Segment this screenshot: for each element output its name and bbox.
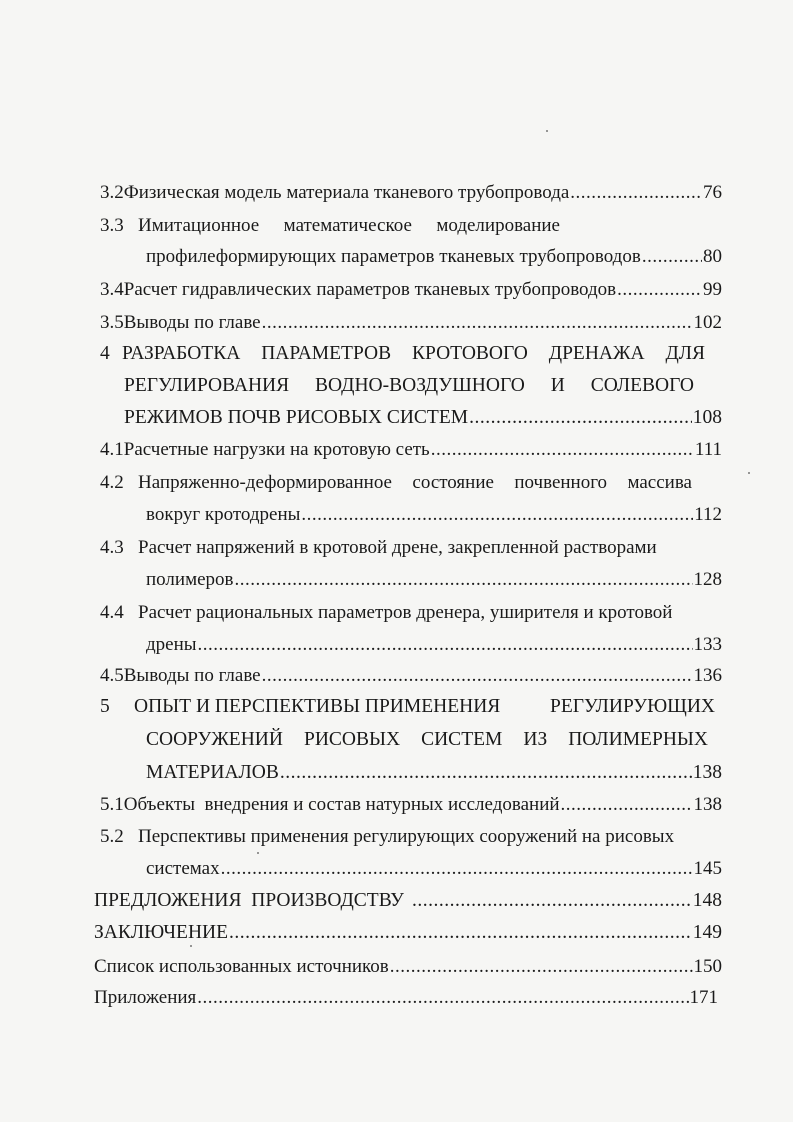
toc-entry-4-5 — [100, 664, 722, 688]
toc-number: 5.2 — [100, 826, 124, 847]
toc-page-number: 138 — [693, 794, 722, 815]
toc-leader-dots — [229, 921, 692, 945]
toc-title-word: ВОДНО-ВОЗДУШНОГО — [315, 375, 525, 396]
toc-leader-dots — [262, 311, 693, 335]
toc-title: Объекты внедрения и состав натурных исследований — [123, 794, 560, 815]
toc-title: Расчет рациональных параметров дренера, уширителя и кротовой — [138, 602, 673, 623]
toc-title — [138, 214, 560, 238]
toc-leader-dots — [280, 761, 692, 785]
toc-title-word: Напряженно-деформированное — [138, 472, 392, 493]
toc-title-word: РАЗРАБОТКА — [122, 343, 241, 364]
toc-title: Расчет гидравлических параметров тканевых трубопроводов — [123, 279, 617, 300]
toc-number: 3.5 — [100, 312, 124, 333]
toc-entry-conclusion — [94, 921, 722, 945]
toc-title: Список использованных источников — [94, 956, 389, 977]
scan-speck — [190, 945, 192, 947]
scan-speck — [257, 852, 259, 854]
toc-title-word: ПАРАМЕТРОВ — [261, 343, 392, 364]
toc-entry-3-2 — [100, 181, 722, 205]
toc-title-word: РЕГУЛИРОВАНИЯ — [124, 375, 290, 396]
toc-page-number: 145 — [693, 858, 722, 879]
toc-title-word: почвенного — [514, 472, 608, 493]
toc-title-word: массива — [627, 472, 692, 493]
toc-title: Физическая модель материала тканевого трубопровода — [123, 182, 570, 203]
toc-page-number: 133 — [693, 634, 722, 655]
toc-title-word: И — [550, 375, 565, 396]
toc-title-word: моделирование — [436, 215, 560, 236]
scan-speck — [748, 472, 750, 474]
toc-leader-dots — [412, 889, 692, 913]
toc-number: 4.5 — [100, 665, 124, 686]
toc-leader-dots — [262, 664, 693, 688]
toc-entry-proposals — [94, 889, 722, 913]
toc-page-number: 150 — [693, 956, 722, 977]
toc-leader-dots — [197, 986, 688, 1010]
toc-title-word: СОЛЕВОГО — [590, 375, 694, 396]
toc-title-word: ДЛЯ — [665, 343, 705, 364]
toc-title-word: ИЗ — [523, 729, 548, 750]
toc-title: Выводы по главе — [123, 665, 261, 686]
toc-entry-5-2-cont — [146, 857, 722, 881]
toc-leader-dots — [469, 406, 692, 430]
toc-page-number: 128 — [693, 569, 722, 590]
toc-leader-dots — [221, 857, 693, 881]
toc-number: 3.3 — [100, 215, 124, 236]
toc-title: ПРЕДЛОЖЕНИЯ ПРОИЗВОДСТВУ — [94, 890, 404, 911]
toc-page-number: 102 — [693, 312, 722, 333]
toc-entry-4-2 — [100, 471, 692, 495]
toc-entry-chapter-5 — [100, 695, 715, 719]
toc-title-word: ДРЕНАЖА — [548, 343, 645, 364]
toc-entry-3-3-cont — [146, 245, 722, 269]
toc-entry-5-1 — [100, 793, 722, 817]
toc-page-number: 138 — [692, 762, 722, 783]
toc-entry-4-3 — [100, 536, 722, 560]
toc-title: Расчетные нагрузки на кротовую сеть — [123, 439, 430, 460]
toc-title: полимеров — [146, 569, 234, 590]
toc-number: 5.1 — [100, 794, 124, 815]
toc-entry-chapter-5-cont — [146, 761, 722, 785]
toc-leader-dots — [301, 503, 693, 527]
toc-leader-dots — [561, 793, 693, 817]
toc-title — [138, 471, 692, 495]
toc-number: 4.1 — [100, 439, 124, 460]
toc-entry-3-4 — [100, 278, 722, 302]
toc-title — [124, 374, 694, 398]
toc-entry-chapter-5-line2 — [146, 728, 708, 752]
toc-title-word: РИСОВЫХ — [303, 729, 401, 750]
toc-entry-3-5 — [100, 311, 722, 335]
toc-number: 4.3 — [100, 537, 124, 558]
toc-title-word: математическое — [283, 215, 412, 236]
toc-page-number: 136 — [693, 665, 722, 686]
toc-entry-4-2-cont — [146, 503, 722, 527]
toc-number: 3.2 — [100, 182, 124, 203]
toc-number: 4 — [100, 343, 110, 364]
toc-title-word: СООРУЖЕНИЙ — [146, 729, 283, 750]
toc-leader-dots — [642, 245, 702, 269]
toc-entry-appendix — [94, 986, 718, 1010]
toc-page-number: 76 — [703, 182, 722, 203]
toc-title: Перспективы применения регулирующих сооружений на рисовых — [138, 826, 675, 847]
toc-title: РЕЖИМОВ ПОЧВ РИСОВЫХ СИСТЕМ — [124, 407, 469, 428]
toc-title-word: Имитационное — [138, 215, 260, 236]
toc-title: системах — [146, 858, 220, 879]
toc-page-number: 80 — [703, 246, 722, 267]
toc-title: Приложения — [94, 987, 197, 1008]
toc-title: Выводы по главе — [123, 312, 261, 333]
toc-page-number: 149 — [692, 922, 722, 943]
toc-page-number: 99 — [703, 279, 722, 300]
toc-leader-dots — [431, 438, 694, 462]
toc-title — [146, 728, 708, 752]
toc-leader-dots — [198, 633, 693, 657]
toc-page-number: 112 — [694, 504, 722, 525]
toc-title: Расчет напряжений в кротовой дрене, закрепленной растворами — [138, 537, 657, 558]
toc-title-word: состояние — [412, 472, 494, 493]
toc-entry-chapter-4 — [100, 342, 705, 366]
toc-number: 5 — [100, 696, 110, 717]
toc-entry-4-1 — [100, 438, 722, 462]
toc-leader-dots — [570, 181, 702, 205]
toc-number: 3.4 — [100, 279, 124, 300]
toc-page-number: 108 — [692, 407, 722, 428]
toc-page-number: 111 — [694, 439, 722, 460]
toc-entry-chapter-4-line2 — [124, 374, 694, 398]
toc-title-word: ОПЫТ И ПЕРСПЕКТИВЫ ПРИМЕНЕНИЯ — [134, 696, 501, 717]
toc-leader-dots — [617, 278, 702, 302]
toc-title: профилеформирующих параметров тканевых трубопроводов — [146, 246, 641, 267]
toc-entry-sources — [94, 955, 722, 979]
toc-title-word: РЕГУЛИРУЮЩИХ — [550, 696, 715, 717]
toc-number: 4.4 — [100, 602, 124, 623]
toc-title-word: СИСТЕМ — [421, 729, 503, 750]
scan-speck — [546, 130, 548, 132]
toc-page-number: 148 — [692, 890, 722, 911]
toc-entry-3-3 — [100, 214, 560, 238]
toc-title — [134, 695, 715, 719]
toc-title: вокруг кротодрены — [146, 504, 301, 525]
toc-title: дрены — [146, 634, 197, 655]
toc-title: МАТЕРИАЛОВ — [146, 762, 279, 783]
toc-entry-5-2 — [100, 825, 722, 849]
toc-entry-chapter-4-cont — [124, 406, 722, 430]
toc-title-word: КРОТОВОГО — [412, 343, 528, 364]
toc-page-number: 171 — [689, 987, 718, 1008]
toc-title-word: ПОЛИМЕРНЫХ — [568, 729, 708, 750]
toc-number: 4.2 — [100, 472, 124, 493]
toc-title: ЗАКЛЮЧЕНИЕ — [94, 922, 229, 943]
toc-leader-dots — [235, 568, 693, 592]
toc-leader-dots — [390, 955, 693, 979]
toc-entry-4-4-cont — [146, 633, 722, 657]
toc-title — [122, 342, 705, 366]
toc-entry-4-4 — [100, 601, 722, 625]
toc-entry-4-3-cont — [146, 568, 722, 592]
